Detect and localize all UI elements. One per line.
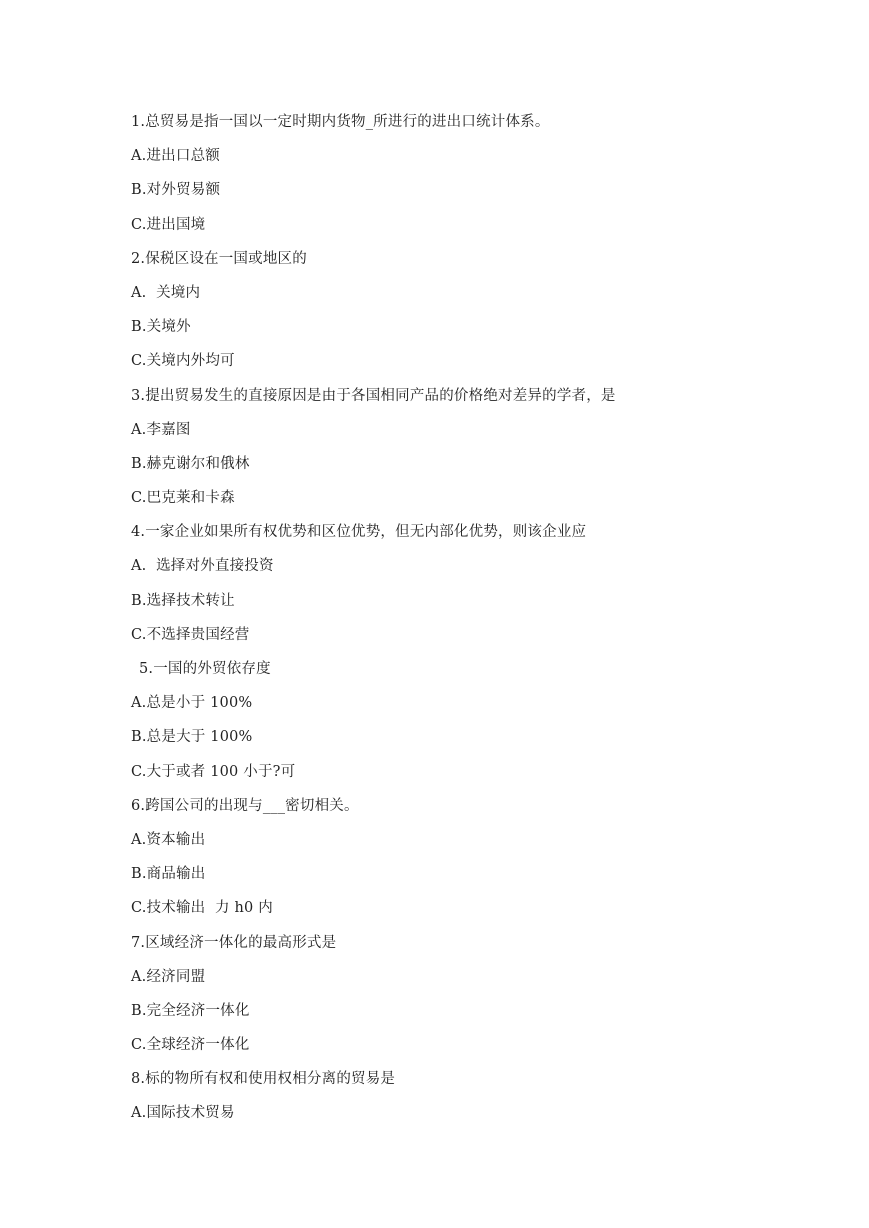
option-a: A.进出口总额 [131, 148, 220, 165]
option-a: A. 关境内 [131, 284, 201, 301]
question-stem: 3.提出贸易发生的直接原因是由于各国相同产品的价格绝对差异的学者，是 [131, 387, 616, 404]
option-a: A.总是小于 100% [131, 695, 253, 712]
option-b: B.赫克谢尔和俄林 [131, 455, 250, 472]
question-stem: 7.区域经济一体化的最高形式是 [131, 934, 337, 951]
option-b: B.总是大于 100% [131, 729, 253, 746]
option-c: C.关境内外均可 [131, 353, 235, 370]
question-stem: 4.一家企业如果所有权优势和区位优势，但无内部化优势，则该企业应 [131, 524, 587, 541]
option-a: A.经济同盟 [131, 968, 206, 985]
option-c: C.大于或者 100 小于?可 [131, 763, 296, 780]
option-b: B.选择技术转让 [131, 592, 235, 609]
question-stem: 1.总贸易是指一国以一定时期内货物_所进行的进出口统计体系。 [131, 114, 550, 130]
option-c: C.巴克莱和卡森 [131, 490, 235, 507]
question-stem: 6.跨国公司的出现与___密切相关。 [131, 797, 359, 814]
option-a: A.资本输出 [131, 831, 206, 848]
option-c: C.不选择贵国经营 [131, 626, 250, 643]
option-b: B.商品输出 [131, 866, 206, 883]
question-stem: 8.标的物所有权和使用权相分离的贸易是 [131, 1071, 396, 1088]
option-c: C.技术输出 力 h0 内 [131, 900, 273, 917]
option-b: B.完全经济一体化 [131, 1002, 250, 1019]
question-list [131, 111, 751, 1137]
option-a: A.国际技术贸易 [131, 1105, 235, 1122]
option-a: A.李嘉图 [131, 421, 191, 438]
option-b: B.对外贸易额 [131, 182, 221, 199]
option-b: B.关境外 [131, 319, 191, 336]
option-a: A. 选择对外直接投资 [131, 558, 274, 575]
question-stem: 2.保税区设在一国或地区的 [131, 250, 307, 267]
question-stem: 5.一国的外贸依存度 [139, 661, 271, 677]
option-c: C.全球经济一体化 [131, 1037, 250, 1054]
option-c: C.进出国境 [131, 216, 206, 233]
